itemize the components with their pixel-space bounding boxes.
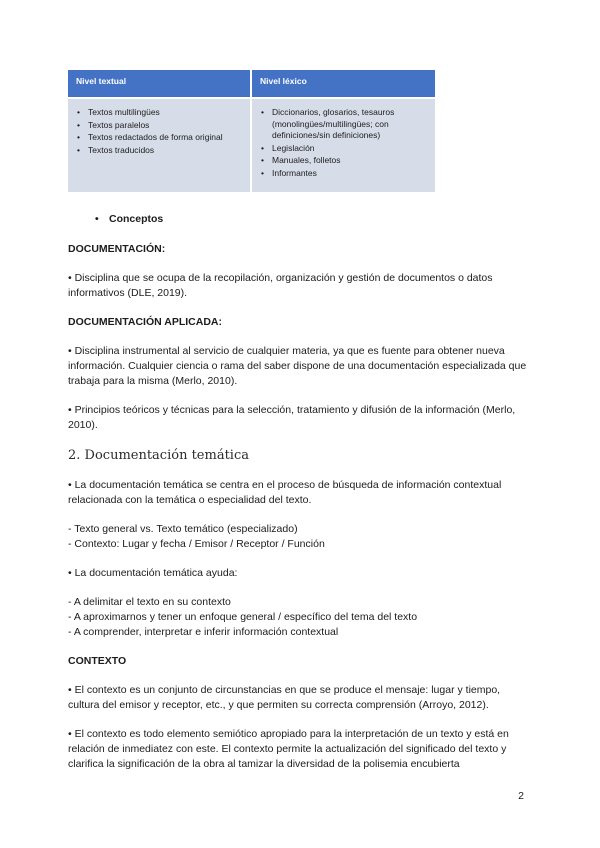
- list-item: [258, 168, 427, 180]
- reference-table: [68, 70, 433, 192]
- paragraph-doc-aplicada-1: • Disciplina instrumental al servicio de cualquier materia, ya que es fuente para obtener nueva información. Cualquier ciencia o rama del saber dispone de una documentación especializada que trabaja para la misma (Merlo, 2010).: [68, 345, 527, 387]
- list-item: [258, 155, 427, 167]
- list-item: [74, 132, 242, 144]
- bullet-icon: •: [77, 132, 80, 142]
- heading-contexto: CONTEXTO: [68, 655, 127, 667]
- list-item-label: Manuales, folletos: [272, 155, 341, 165]
- dash-line: - A aproximarnos y tener un enfoque general / específico del tema del texto: [68, 611, 418, 623]
- list-item-label: Textos paralelos: [88, 119, 150, 130]
- conceptos-label: Conceptos: [109, 213, 164, 225]
- page-content: [68, 70, 533, 786]
- bullet-icon: •: [77, 144, 80, 155]
- list-item-label: Textos traducidos: [88, 144, 155, 155]
- dash-line: - Texto general vs. Texto temático (especializado): [68, 523, 298, 535]
- nivel-lexico-list: [258, 107, 427, 179]
- list-item-label: Legislación: [272, 142, 315, 153]
- heading-documentacion: DOCUMENTACIÓN:: [68, 243, 166, 255]
- table-header-nivel-lexico: Nivel léxico: [252, 70, 435, 97]
- conceptos-bullet-line: [68, 212, 533, 227]
- list-item-label: Diccionarios, glosarios, tesauros (monolingües/multilingües; con definiciones/sin definiciones): [272, 107, 395, 140]
- heading-documentacion-tematica: 2. Documentación temática: [68, 448, 249, 463]
- bullet-icon: •: [261, 142, 264, 153]
- heading-documentacion-aplicada: DOCUMENTACIÓN APLICADA:: [68, 316, 222, 328]
- table-cell-nivel-lexico: [252, 99, 435, 192]
- paragraph-documentacion: • Disciplina que se ocupa de la recopilación, organización y gestión de documentos o datos informativos (DLE, 2019).: [68, 272, 493, 299]
- bullet-icon: •: [261, 107, 264, 117]
- list-item: [258, 107, 427, 142]
- list-item: [74, 120, 242, 132]
- paragraph-tematica: • La documentación temática se centra en el proceso de búsqueda de información contextual relacionada con la temática o especialidad del texto.: [68, 479, 502, 506]
- table-header-nivel-textual: Nivel textual: [68, 70, 250, 97]
- paragraph-doc-aplicada-2: • Principios teóricos y técnicas para la selección, tratamiento y difusión de la información (Merlo, 2010).: [68, 404, 516, 431]
- bullet-icon: •: [77, 107, 80, 117]
- list-item: [74, 107, 242, 119]
- dash-list-ayuda: [68, 595, 533, 640]
- bullet-icon: •: [77, 119, 80, 130]
- bullet-icon: •: [95, 213, 99, 225]
- dash-line: - A comprender, interpretar e inferir información contextual: [68, 626, 339, 638]
- dash-line: - A delimitar el texto en su contexto: [68, 596, 231, 608]
- paragraph-ayuda: • La documentación temática ayuda:: [68, 567, 238, 579]
- table-cell-nivel-textual: [68, 99, 250, 192]
- dash-line: - Contexto: Lugar y fecha / Emisor / Receptor / Función: [68, 538, 325, 550]
- dash-list-contexto-vs: [68, 522, 533, 552]
- bullet-icon: •: [261, 155, 264, 165]
- nivel-textual-list: [74, 107, 242, 156]
- bullet-icon: •: [261, 167, 264, 178]
- list-item: [74, 145, 242, 157]
- paragraph-contexto-2: • El contexto es todo elemento semiótico apropiado para la interpretación de un texto y está en relación de inmediatez con este. El contexto permite la actualización del significado del texto y clarifica la significación de la obra al tamizar la diversidad de la polisemia encubierta: [68, 728, 509, 770]
- list-item: [258, 143, 427, 155]
- list-item-label: Informantes: [272, 167, 317, 178]
- page-number: 2: [518, 790, 524, 802]
- list-item-label: Textos redactados de forma original: [88, 132, 223, 142]
- paragraph-contexto-1: • El contexto es un conjunto de circunstancias en que se produce el mensaje: lugar y tiempo, cultura del emisor y receptor, etc., y que permiten su correcta comprensión (Arroyo, 2012).: [68, 684, 501, 711]
- list-item-label: Textos multilingües: [88, 107, 160, 117]
